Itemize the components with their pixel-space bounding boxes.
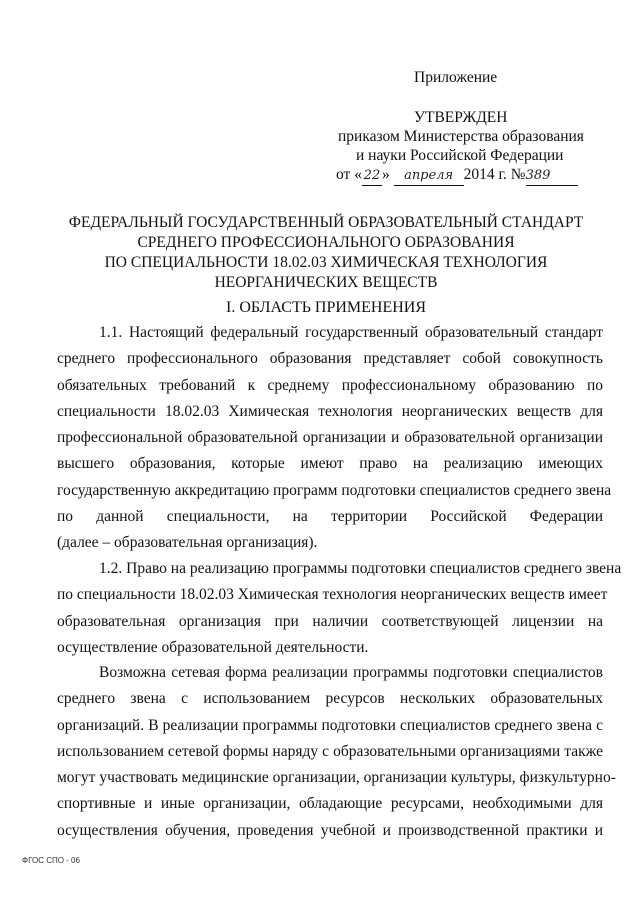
title-line: НЕОРГАНИЧЕСКИХ ВЕЩЕСТВ [214,274,438,291]
paragraph-line: образовательная организация при наличии соответствующей лицензии на [57,612,603,630]
order-line-2: и науки Российской Федерации [356,147,564,164]
footer-code: ФГОС СПО - 06 [22,856,80,865]
paragraph-line: 1.2. Право на реализацию программы подготовки специалистов среднего звена [99,560,622,577]
order-date-line [336,165,578,186]
paragraph-line: осуществления обучения, проведения учебной и производственной практики и [57,821,603,839]
paragraph-line: организаций. В реализации программы подготовки специалистов среднего звена с [57,716,603,734]
paragraph-line: государственную аккредитацию программ подготовки специалистов среднего звена [57,481,612,499]
paragraph-line: осуществление образовательной деятельности. [57,638,369,656]
document-title [40,213,612,293]
paragraph-line: использованием сетевой формы наряду с образовательными организациями также [57,742,603,760]
paragraph-line: специальности 18.02.03 Химическая технология неорганических веществ для [57,402,603,420]
date-mid: » [381,166,390,183]
paragraph-1-2 [57,556,622,661]
paragraph-line: по специальности 18.02.03 Химическая технология неорганических веществ имеет [57,586,608,604]
paragraph-line: среднего звена с использованием ресурсов нескольких образовательных [57,690,603,708]
paragraph-network-form [57,660,616,844]
order-line-1: приказом Министерства образования [338,128,584,145]
appendix-label: Приложение [414,69,498,86]
date-year: 2014 г. № [463,166,526,183]
paragraph-1-1 [57,320,612,557]
paragraph-line: (далее – образовательная организация). [57,534,318,552]
paragraph-line: Возможна сетевая форма реализации программы подготовки специалистов [99,664,603,681]
title-line: СРЕДНЕГО ПРОФЕССИОНАЛЬНОГО ОБРАЗОВАНИЯ [137,234,515,251]
section-heading: I. ОБЛАСТЬ ПРИМЕНЕНИЯ [225,299,427,316]
title-line: ПО СПЕЦИАЛЬНОСТИ 18.02.03 ХИМИЧЕСКАЯ ТЕХНОЛОГИЯ [104,254,548,271]
date-day-handwritten: 22 [362,166,382,186]
paragraph-line: 1.1. Настоящий федеральный государственный образовательный стандарт [99,324,603,341]
paragraph-line: профессиональной образовательной организации и образовательной организации [57,429,603,447]
date-prefix: от « [336,166,362,183]
paragraph-line: могут участвовать медицинские организации, организации культуры, физкультурно- [57,769,616,787]
paragraph-line: обязательных требований к среднему профессиональному образованию по [57,376,603,394]
paragraph-line: спортивные и иные организации, обладающие ресурсами, необходимыми для [57,795,603,813]
paragraph-line: по данной специальности, на территории Российской Федерации [57,508,603,526]
paragraph-line: высшего образования, которые имеют право на реализацию имеющих [57,455,603,473]
approved-label: УТВЕРЖДЕН [414,109,508,126]
date-month-handwritten: апреля [394,166,464,186]
title-line: ФЕДЕРАЛЬНЫЙ ГОСУДАРСТВЕННЫЙ ОБРАЗОВАТЕЛЬНЫЙ СТАНДАРТ [68,214,584,231]
paragraph-line: среднего профессионального образования представляет собой совокупность [57,350,603,368]
order-number-handwritten: 389 [526,166,578,186]
